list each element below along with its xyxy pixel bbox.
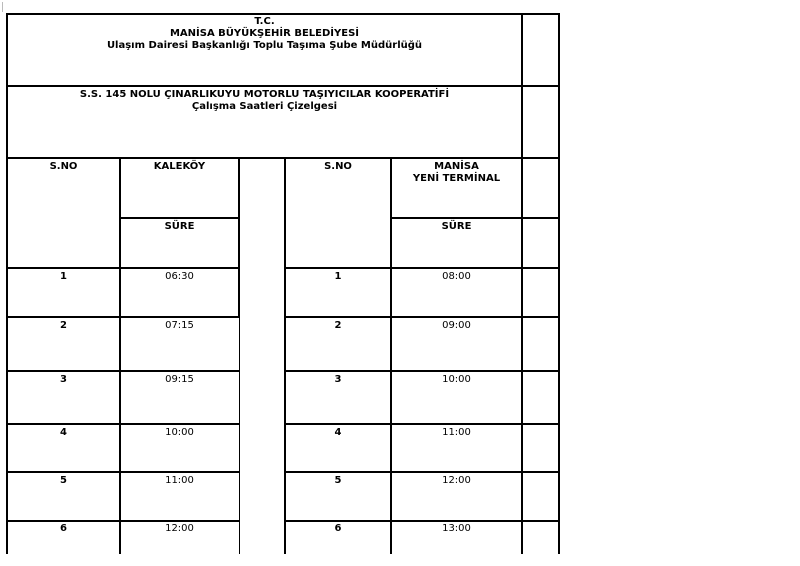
- right-station-header-line2: YENİ TERMİNAL: [412, 173, 501, 184]
- grid-line-right-row: [284, 471, 560, 473]
- grid-line-left-row: [6, 370, 240, 372]
- right-sno-header: S.NO: [324, 161, 352, 172]
- grid-line-left-row: [6, 316, 240, 318]
- left-station-header: KALEKÖY: [153, 161, 206, 172]
- left-row-no: 4: [60, 427, 67, 438]
- left-row-time: 11:00: [165, 475, 194, 486]
- left-row-time: 09:15: [165, 374, 194, 385]
- grid-line-left-sure: [120, 217, 240, 219]
- schedule-title: Çalışma Saatleri Çizelgesi: [191, 101, 338, 112]
- header-department: Ulaşım Dairesi Başkanlığı Toplu Taşıma Şube Müdürlüğü: [106, 40, 423, 51]
- grid-line-inner-right: [521, 13, 523, 554]
- grid-line-right-col: [390, 157, 392, 554]
- right-sure-header: SÜRE: [441, 221, 472, 232]
- left-row-no: 5: [60, 475, 67, 486]
- page-edge-mark: [2, 2, 3, 12]
- grid-line-top: [6, 13, 560, 15]
- grid-line-left-row: [6, 267, 240, 269]
- right-row-no: 2: [334, 320, 342, 331]
- grid-line-right-row: [284, 520, 560, 522]
- grid-line-right-row: [284, 267, 560, 269]
- grid-line-right-sno-start: [284, 157, 286, 554]
- grid-line-left-station-end: [238, 157, 240, 318]
- left-row-time: 12:00: [165, 523, 194, 534]
- right-row-time: 09:00: [442, 320, 471, 331]
- left-sno-header: S.NO: [49, 161, 78, 172]
- left-row-no: 1: [60, 271, 67, 282]
- right-row-no: 3: [334, 374, 342, 385]
- right-row-time: 13:00: [442, 523, 471, 534]
- grid-line-right-row: [284, 370, 560, 372]
- left-row-no: 6: [60, 523, 67, 534]
- cooperative-title: S.S. 145 NOLU ÇINARLIKUYU MOTORLU TAŞIYICILAR KOOPERATİFİ: [79, 89, 450, 100]
- left-row-time: 10:00: [165, 427, 194, 438]
- right-row-no: 1: [334, 271, 342, 282]
- grid-line-left-row: [6, 520, 240, 522]
- grid-line-header-bottom: [6, 85, 560, 87]
- right-row-time: 08:00: [442, 271, 471, 282]
- left-row-time: 07:15: [165, 320, 194, 331]
- grid-line-left-station-end-thin: [239, 318, 240, 554]
- left-row-no: 2: [60, 320, 67, 331]
- right-row-time: 10:00: [442, 374, 471, 385]
- grid-line-right-row: [284, 316, 560, 318]
- grid-line-right-sure: [391, 217, 560, 219]
- grid-line-left-col: [119, 157, 121, 554]
- left-row-time: 06:30: [165, 271, 194, 282]
- grid-line-right-edge: [558, 13, 560, 554]
- right-row-time: 12:00: [442, 475, 471, 486]
- right-row-no: 4: [334, 427, 342, 438]
- grid-line-left-row: [6, 423, 240, 425]
- grid-line-right-row: [284, 423, 560, 425]
- right-row-no: 6: [334, 523, 342, 534]
- left-sure-header: SÜRE: [164, 221, 195, 232]
- grid-line-subheader-bottom: [6, 157, 560, 159]
- right-row-time: 11:00: [442, 427, 471, 438]
- header-municipality: MANİSA BÜYÜKŞEHİR BELEDİYESİ: [169, 28, 360, 39]
- right-row-no: 5: [334, 475, 342, 486]
- grid-line-left-row: [6, 471, 240, 473]
- right-station-header-line1: MANİSA: [434, 161, 479, 172]
- header-tc: T.C.: [254, 16, 275, 27]
- left-row-no: 3: [60, 374, 67, 385]
